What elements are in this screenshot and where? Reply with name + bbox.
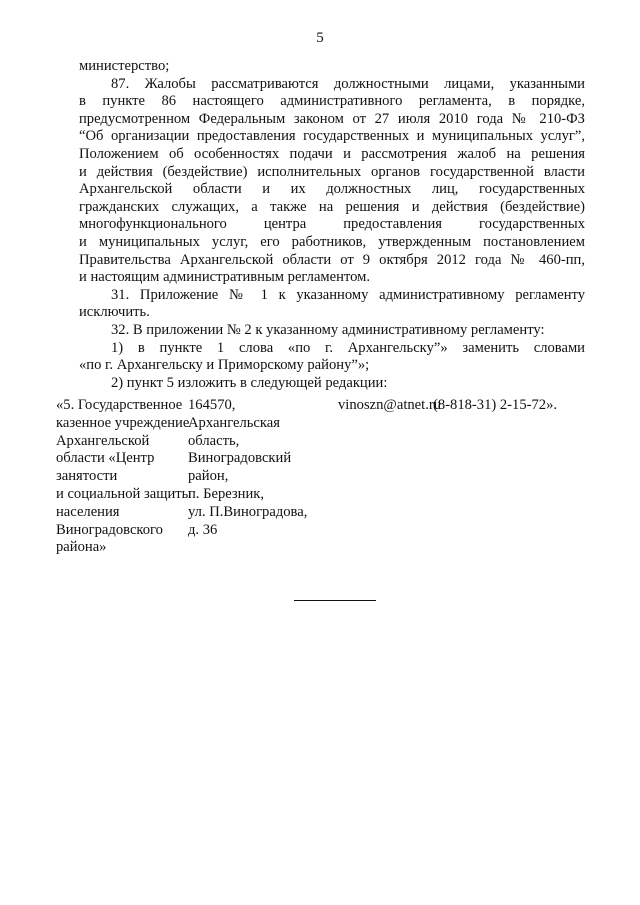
address-line: ул. П.Виноградова, [188,503,308,520]
address-cell [188,397,333,539]
address-line: Виноградовский [188,450,292,467]
email-text: vinoszn@atnet.ru [338,397,442,413]
institution-name-cell [56,397,196,557]
address-line: д. 36 [188,521,218,538]
institution-name-line: Виноградовского [56,521,163,538]
institution-name-line: населения [56,503,120,520]
body-line: и настоящим административным регламентом. [79,269,371,286]
body-line: и муниципальных услуг, его работников, утвержденным постановлением [79,233,585,250]
institution-name-line: области «Центр [56,450,155,467]
body-line: 1) в пункте 1 слова «по г. Архангельску”» заменить словами [111,339,585,356]
body-line: 2) пункт 5 изложить в следующей редакции: [111,374,388,391]
institution-name-line: и социальной защиты [56,485,192,502]
body-line: Положением об особенностях подачи и рассмотрения жалоб на решения [79,145,585,162]
body-line: 31. Приложение № 1 к указанному административному регламенту [111,286,585,303]
body-line: Правительства Архангельской области от 9 октября 2012 года № 460-пп, [79,251,585,268]
institution-name-line: района» [56,539,107,556]
address-line: п. Березник, [188,485,265,502]
address-line: 164570, [188,397,236,413]
phone-text: (8-818-31) 2-15-72». [433,397,558,413]
body-line: Архангельской области и их должностных лиц, государственных [79,181,585,198]
body-text [79,58,585,392]
body-line: “Об организации предоставления государственных и муниципальных услуг”, [79,128,585,145]
body-line: исключить. [79,304,150,321]
body-line: в пункте 86 настоящего административного регламента, в порядке, [79,93,585,110]
phone-cell [433,397,593,415]
body-line: 32. В приложении № 2 к указанному административному регламенту: [111,321,545,338]
institution-name-line: казенное учреждение [56,414,190,431]
address-line: район, [188,468,229,485]
body-line: и действия (бездействие) исполнительных органов государственной власти [79,163,585,180]
page-number: 5 [316,30,324,46]
body-line: гражданских служащих, а также на решения и действия (бездействие) [79,198,585,215]
body-line: 87. Жалобы рассматриваются должностными лицами, указанными [111,75,585,92]
address-line: область, [188,432,240,449]
end-of-text-rule [294,600,376,601]
body-line: министерство; [79,58,170,74]
body-line: многофункционального центра предоставления государственных [79,216,585,233]
body-line: «по г. Архангельску и Приморскому району”»; [79,357,370,374]
institution-name-line: Архангельской [56,432,150,449]
institution-name-line: занятости [56,468,118,485]
body-line: предусмотренном Федеральным законом от 27 июля 2010 года № 210-ФЗ [79,110,585,127]
email-cell [338,397,448,415]
institution-name-line: «5. Государственное [56,397,183,413]
address-line: Архангельская [188,414,280,431]
